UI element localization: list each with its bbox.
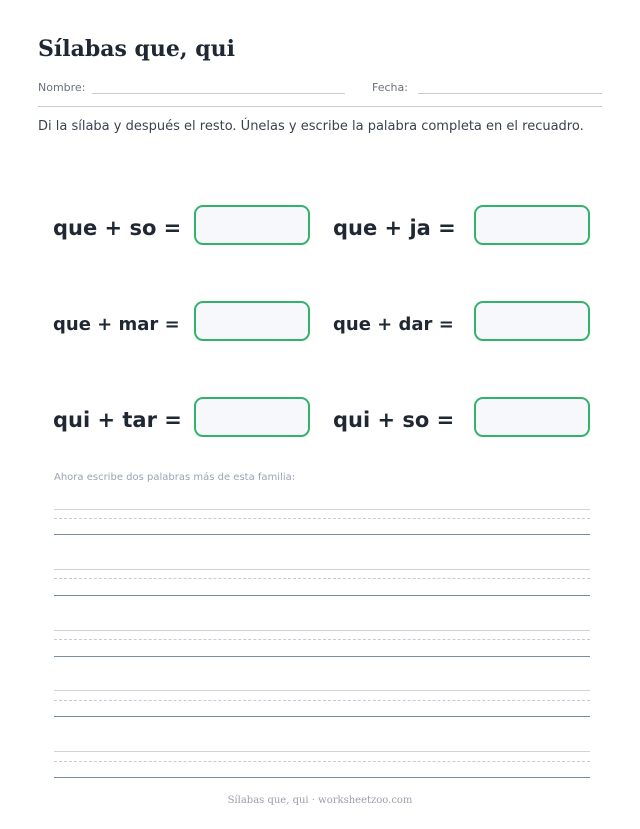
name-label: Nombre: [38,81,86,94]
extra-words-prompt: Ahora escribe dos palabras más de esta familia: [54,472,296,483]
writing-mid-line [54,518,590,519]
writing-baseline [54,716,590,717]
writing-baseline [54,656,590,657]
exercise-text: qui + tar = [53,408,182,432]
header-divider [38,106,602,107]
exercise-text: qui + so = [333,408,455,432]
writing-top-line [54,569,590,570]
answer-box[interactable] [194,397,310,437]
writing-top-line [54,751,590,752]
name-field[interactable] [92,93,345,94]
writing-top-line [54,630,590,631]
writing-mid-line [54,700,590,701]
exercise-text: que + so = [53,216,182,240]
writing-mid-line [54,578,590,579]
answer-box[interactable] [194,205,310,245]
writing-baseline [54,595,590,596]
date-field[interactable] [418,93,602,94]
worksheet-title: Sílabas que, qui [38,36,235,62]
answer-box[interactable] [474,205,590,245]
answer-box[interactable] [474,301,590,341]
writing-baseline [54,777,590,778]
answer-box[interactable] [474,397,590,437]
writing-top-line [54,690,590,691]
exercise-text: que + dar = [333,314,454,335]
date-label: Fecha: [372,81,408,94]
footer: Sílabas que, qui · worksheetzoo.com [227,795,413,806]
exercise-text: que + ja = [333,216,456,240]
instructions: Di la sílaba y después el resto. Únelas y escribe la palabra completa en el recuadro. [38,119,584,134]
writing-mid-line [54,761,590,762]
answer-box[interactable] [194,301,310,341]
writing-top-line [54,509,590,510]
writing-mid-line [54,639,590,640]
writing-baseline [54,534,590,535]
exercise-text: que + mar = [53,314,180,335]
